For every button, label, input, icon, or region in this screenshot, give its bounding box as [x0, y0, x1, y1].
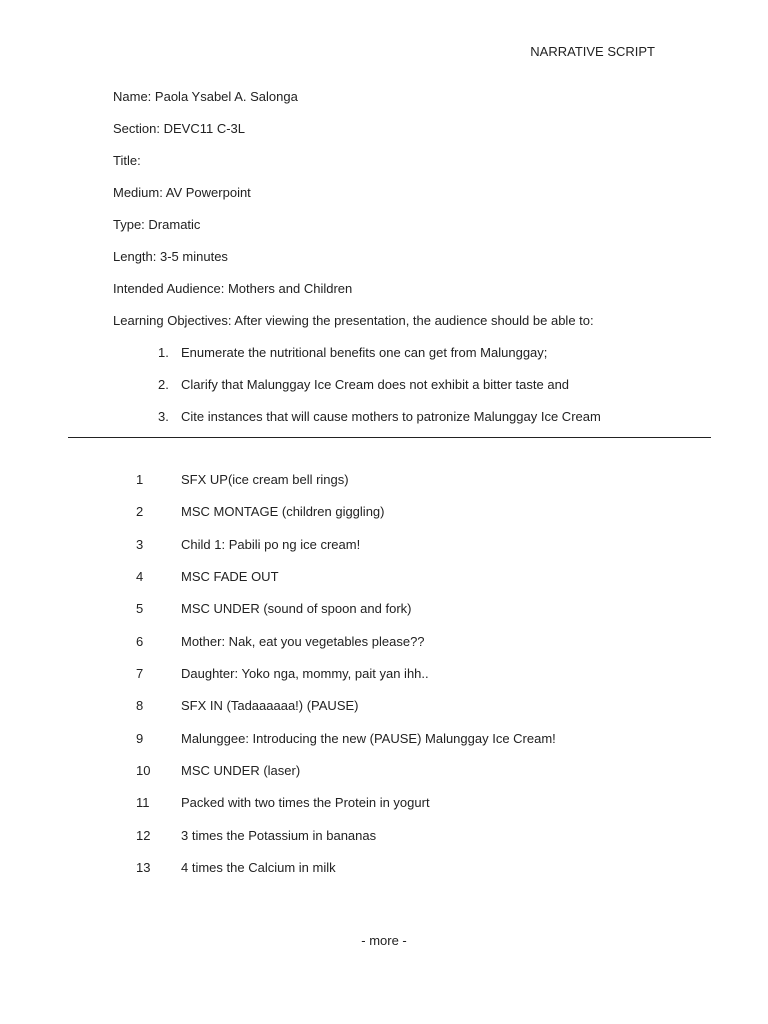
section-divider — [68, 437, 711, 438]
field-value: Dramatic — [148, 217, 201, 232]
line-text: Daughter: Yoko nga, mommy, pait yan ihh.. — [181, 665, 429, 681]
line-number: 4 — [136, 568, 144, 584]
line-text: Packed with two times the Protein in yogurt — [181, 795, 430, 811]
field-value: AV Powerpoint — [165, 185, 251, 200]
script-lines — [0, 464, 768, 884]
info-field-title — [113, 145, 711, 177]
objective-item — [113, 401, 711, 433]
line-text: Mother: Nak, eat you vegetables please?? — [181, 633, 425, 649]
line-text: Malunggee: Introducing the new (PAUSE) Malunggay Ice Cream! — [181, 730, 556, 746]
info-field-type — [113, 209, 711, 241]
document-heading: NARRATIVE SCRIPT — [530, 44, 655, 59]
field-value: After viewing the presentation, the audience should be able to: — [234, 313, 594, 328]
info-field-learning-objectives — [113, 305, 711, 337]
field-label: Medium: — [113, 185, 163, 200]
info-field-medium — [113, 177, 711, 209]
objective-text: Cite instances that will cause mothers to patronize Malunggay Ice Cream — [181, 409, 601, 424]
script-line — [0, 593, 768, 625]
line-number: 7 — [136, 665, 144, 681]
field-label: Intended Audience: — [113, 281, 225, 296]
line-text: MSC UNDER (laser) — [181, 762, 301, 778]
line-number: 1 — [136, 472, 144, 487]
line-text: SFX UP(ice cream bell rings) — [181, 472, 349, 487]
script-line — [0, 820, 768, 852]
objective-text: Enumerate the nutritional benefits one can get from Malunggay; — [181, 345, 548, 360]
more-indicator: - more - — [361, 933, 407, 948]
script-line — [0, 561, 768, 593]
script-line — [0, 723, 768, 755]
objectives-list — [113, 337, 711, 433]
line-text: MSC UNDER (sound of spoon and fork) — [181, 601, 412, 617]
line-text: SFX IN (Tadaaaaaa!) (PAUSE) — [181, 698, 359, 714]
field-label: Name: — [113, 89, 152, 104]
script-line — [0, 852, 768, 884]
info-field-name — [113, 81, 711, 113]
field-label: Title: — [113, 153, 141, 168]
script-line — [0, 529, 768, 561]
objective-text: Clarify that Malunggay Ice Cream does not exhibit a bitter taste and — [181, 377, 570, 392]
field-label: Learning Objectives: — [113, 313, 232, 328]
field-value: 3-5 minutes — [160, 249, 228, 264]
line-number: 6 — [136, 633, 144, 649]
field-label: Section: — [113, 121, 160, 136]
script-line — [0, 690, 768, 722]
line-text: MSC FADE OUT — [181, 568, 279, 584]
script-line — [0, 496, 768, 528]
info-field-audience — [113, 273, 711, 305]
line-number: 11 — [136, 795, 150, 811]
script-line — [0, 464, 768, 496]
line-number: 10 — [136, 762, 151, 778]
line-number: 9 — [136, 730, 144, 746]
line-number: 5 — [136, 601, 144, 617]
field-label: Type: — [113, 217, 145, 232]
line-number: 13 — [136, 859, 151, 875]
script-line — [0, 787, 768, 819]
info-field-section — [113, 113, 711, 145]
info-field-length — [113, 241, 711, 273]
objective-item — [113, 369, 711, 401]
field-value: Paola Ysabel A. Salonga — [154, 89, 298, 104]
script-line — [0, 755, 768, 787]
line-text: MSC MONTAGE (children giggling) — [181, 504, 385, 520]
script-info — [113, 81, 711, 433]
line-text: 3 times the Potassium in bananas — [181, 827, 377, 843]
line-number: 2 — [136, 504, 144, 520]
line-number: 12 — [136, 827, 151, 843]
line-number: 8 — [136, 698, 144, 714]
field-value: DEVC11 C-3L — [163, 121, 246, 136]
objective-number: 1. — [158, 345, 169, 360]
line-text: Child 1: Pabili po ng ice cream! — [181, 536, 361, 552]
field-label: Length: — [113, 249, 157, 264]
field-value: Mothers and Children — [227, 281, 353, 296]
objective-item — [113, 337, 711, 369]
line-text: 4 times the Calcium in milk — [181, 859, 336, 875]
script-line — [0, 626, 768, 658]
objective-number: 2. — [158, 377, 169, 392]
script-line — [0, 658, 768, 690]
line-number: 3 — [136, 536, 144, 552]
objective-number: 3. — [158, 409, 169, 424]
